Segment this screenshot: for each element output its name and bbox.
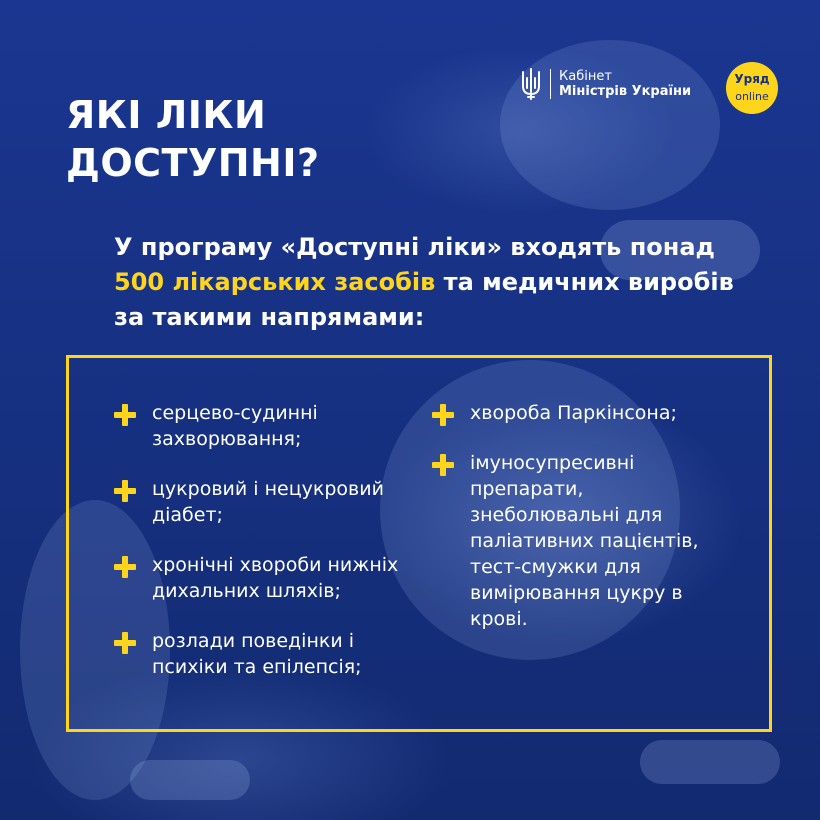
background-pill-shape [130, 760, 250, 800]
title-line: ДОСТУПНІ? [66, 141, 320, 186]
intro-part1: У програму «Доступні ліки» входять понад [114, 233, 715, 261]
list-item [114, 476, 414, 528]
plus-icon [432, 454, 454, 476]
plus-icon [114, 632, 136, 654]
cabinet-logo-text [559, 69, 691, 99]
list-item-text: серцево-судинні захворювання; [152, 402, 318, 450]
plus-icon [114, 556, 136, 578]
cabinet-logo-line2: Міністрів України [559, 84, 692, 99]
title-line: ЯКІ ЛІКИ [66, 93, 267, 138]
list-item [114, 400, 414, 452]
list-item-text: розлади поведінки і психіки та епілепсія; [152, 630, 362, 678]
intro-text [114, 230, 734, 335]
uryad-badge-line2: online [735, 90, 769, 103]
intro-part2: та медичних виробів за такими напрямами: [114, 268, 734, 331]
list-item [114, 628, 414, 680]
background-pill-shape [640, 740, 780, 784]
cabinet-logo-line1: Кабінет [559, 69, 612, 84]
trident-icon [520, 68, 542, 100]
uryad-badge-line1: Уряд [734, 72, 770, 86]
intro-highlight: 500 лікарських засобів [114, 268, 436, 296]
plus-icon [114, 480, 136, 502]
list-item-text: імуносупресивні препарати, знеболювальні для паліативних пацієнтів, тест-смужки для вимірювання цукру в крові. [470, 452, 699, 630]
list-item [432, 450, 722, 632]
list-item-text: цукровий і нецукровий діабет; [152, 478, 384, 526]
list-column-right [432, 400, 722, 656]
list-item-text: хвороба Паркінсона; [470, 402, 677, 424]
uryad-online-badge [726, 62, 778, 114]
list-item [432, 400, 722, 426]
list-item [114, 552, 414, 604]
list-item-text: хронічні хвороби нижніх дихальних шляхів; [152, 554, 399, 602]
plus-icon [114, 404, 136, 426]
plus-icon [432, 404, 454, 426]
page-title [66, 91, 396, 187]
logo-divider [550, 69, 551, 99]
list-column-left [114, 400, 414, 704]
cabinet-logo [520, 64, 691, 104]
